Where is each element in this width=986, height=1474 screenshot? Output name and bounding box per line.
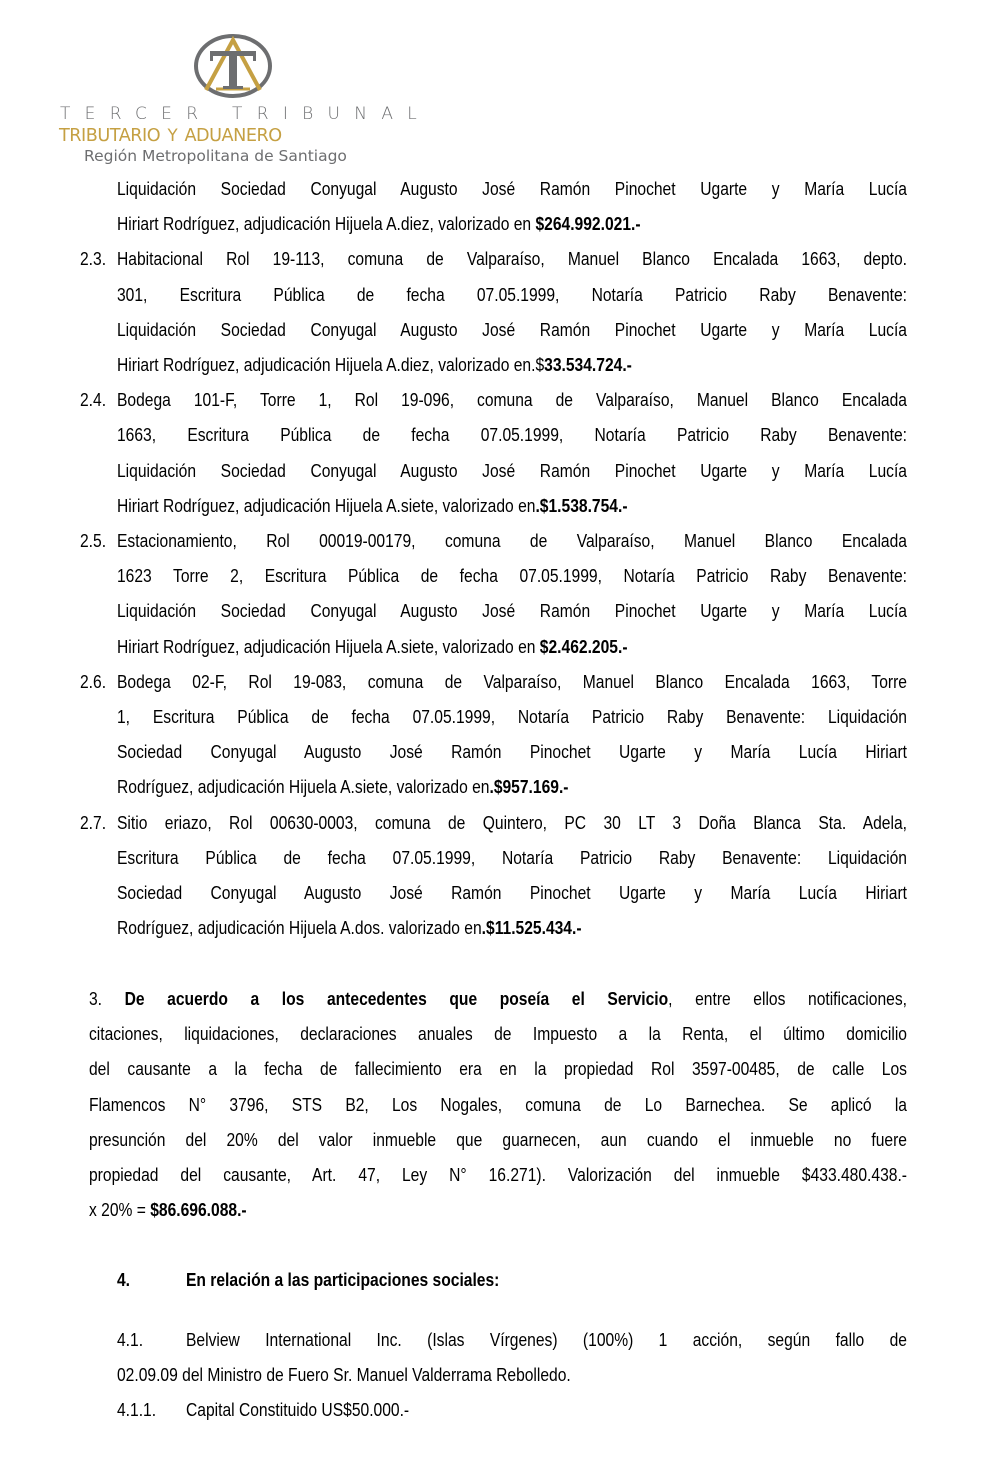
section-3-line: [89, 1087, 907, 1122]
list-item-line: [117, 523, 907, 558]
line-text: Habitacional Rol 19-113, comuna de Valparaíso, Manuel Blanco Encalada 1663, depto.: [117, 248, 907, 270]
logo-word-aduanero: aduanero: [184, 118, 282, 147]
valuation-amount: .$11.525.434.-: [481, 917, 582, 939]
line-text: 1663, Escritura Pública de fecha 07.05.1999, Notaría Patricio Raby Benavente:: [117, 424, 907, 446]
list-item-line: [117, 453, 907, 488]
line-text: citaciones, liquidaciones, declaraciones anuales de Impuesto a la Renta, el último domicilio: [89, 1023, 907, 1045]
line-text: propiedad del causante, Art. 47, Ley N° 16.271). Valorización del inmueble $433.480.438.-: [89, 1164, 907, 1185]
section-3-line: [89, 1051, 907, 1086]
line-text: Liquidación Sociedad Conyugal Augusto José Ramón Pinochet Ugarte y María Lucía: [117, 178, 907, 199]
list-item-line: [117, 664, 907, 699]
subsection-line: [117, 1357, 907, 1392]
line-text: presunción del 20% del valor inmueble que guarnecen, aun cuando el inmueble no fuere: [89, 1128, 907, 1150]
list-item-line: [117, 417, 907, 452]
list-item-number: 2.4.: [80, 389, 107, 411]
list-item-line: [117, 558, 907, 593]
line-text: 02.09.09 del Ministro de Fuero Sr. Manuel Valderrama Rebolledo.: [117, 1364, 571, 1386]
list-item-line: [117, 875, 907, 910]
list-item-line: [117, 171, 907, 206]
line-text: Escritura Pública de fecha 07.05.1999, Notaría Patricio Raby Benavente: Liquidación: [117, 846, 907, 868]
line-text: Sociedad Conyugal Augusto José Ramón Pinochet Ugarte y María Lucía Hiriart: [117, 882, 907, 903]
line-text: Hiriart Rodríguez, adjudicación Hijuela A.diez, valorizado en.$: [117, 354, 545, 375]
list-item-line: [117, 840, 907, 875]
section-3-last-line: [89, 1192, 907, 1227]
section-3-line: [89, 1122, 907, 1157]
line-text: Rodríguez, adjudicación Hijuela A.dos. valorizado en: [117, 917, 482, 939]
section-3-lead: De acuerdo a los antecedentes que poseía el Servicio: [124, 988, 669, 1009]
logo-word-tributario: tributario: [59, 118, 161, 147]
line-text: Sitio eriazo, Rol 00630-0003, comuna de Quintero, PC 30 LT 3 Doña Blanca Sta. Adela,: [117, 811, 907, 833]
list-item-line: [117, 805, 907, 840]
section-4-number: 4.: [117, 1269, 131, 1290]
list-item-last-line: [117, 347, 907, 382]
line-text: 301, Escritura Pública de fecha 07.05.1999, Notaría Patricio Raby Benavente:: [117, 283, 907, 305]
section-4-title: [186, 1262, 906, 1297]
subsection-line: [186, 1392, 906, 1427]
line-text: Hiriart Rodríguez, adjudicación Hijuela A.siete, valorizado en: [117, 635, 540, 657]
list-item-last-line: [117, 910, 907, 945]
line-text: Bodega 101-F, Torre 1, Rol 19-096, comuna de Valparaíso, Manuel Blanco Encalada: [117, 389, 907, 411]
line-text: 1623 Torre 2, Escritura Pública de fecha 07.05.1999, Notaría Patricio Raby Benavente:: [117, 565, 907, 587]
list-item-line: [117, 382, 907, 417]
line-text: Hiriart Rodríguez, adjudicación Hijuela A.siete, valorizado en: [117, 494, 536, 516]
line-text: Hiriart Rodríguez, adjudicación Hijuela A.diez, valorizado en: [117, 213, 536, 235]
section-title: En relación a las participaciones sociales:: [186, 1269, 500, 1290]
section-number: 3.: [89, 988, 125, 1009]
list-item-line: [117, 699, 907, 734]
logo-line-region: Región Metropolitana de Santiago: [84, 147, 347, 165]
list-item-number: 2.7.: [80, 811, 107, 833]
line-text: Belview International Inc. (Islas Vírgenes) (100%) 1 acción, según fallo de: [186, 1329, 907, 1350]
line-text: Liquidación Sociedad Conyugal Augusto José Ramón Pinochet Ugarte y María Lucía: [117, 318, 907, 340]
subsection-number: 4.1.: [117, 1329, 144, 1350]
line-text: Flamencos N° 3796, STS B2, Los Nogales, comuna de Lo Barnechea. Se aplicó la: [89, 1093, 907, 1115]
list-item-last-line: [117, 488, 907, 523]
valuation-amount: $264.992.021.-: [535, 213, 641, 235]
list-item-number: 2.3.: [80, 248, 107, 270]
presumption-amount: $86.696.088.-: [150, 1199, 247, 1221]
line-text: Sociedad Conyugal Augusto José Ramón Pinochet Ugarte y María Lucía Hiriart: [117, 741, 907, 763]
tribunal-logo: [56, 28, 432, 168]
line-text: Rodríguez, adjudicación Hijuela A.siete, valorizado en: [117, 776, 490, 798]
list-item-line: [117, 312, 907, 347]
list-item-line: [117, 593, 907, 628]
line-text: 1, Escritura Pública de fecha 07.05.1999, Notaría Patricio Raby Benavente: Liquidación: [117, 706, 907, 727]
list-item-last-line: [117, 629, 907, 664]
line-text: , entre ellos notificaciones,: [668, 988, 907, 1009]
list-item-number: 2.5.: [80, 530, 107, 551]
line-text: del causante a la fecha de fallecimiento era en la propiedad Rol 3597-00485, de calle Los: [89, 1058, 907, 1080]
line-text: Capital Constituido US$50.000.-: [186, 1399, 410, 1421]
logo-word-y: Y: [167, 126, 178, 146]
line-text: Liquidación Sociedad Conyugal Augusto José Ramón Pinochet Ugarte y María Lucía: [117, 459, 907, 481]
logo-line-tributario-aduanero: [59, 118, 282, 147]
valuation-amount: 33.534.724.-: [544, 354, 632, 375]
subsection-number: 4.1.1.: [117, 1399, 157, 1421]
section-3-line: [89, 1016, 907, 1051]
subsection-line: [186, 1322, 907, 1357]
section-3-line: [89, 1157, 907, 1192]
list-item-line: [117, 277, 907, 312]
valuation-amount: .$1.538.754.-: [535, 494, 628, 516]
list-item-last-line: [117, 206, 907, 241]
line-text: x 20% =: [89, 1199, 151, 1221]
line-text: Estacionamiento, Rol 00019-00179, comuna de Valparaíso, Manuel Blanco Encalada: [117, 530, 907, 551]
line-text: Bodega 02-F, Rol 19-083, comuna de Valparaíso, Manuel Blanco Encalada 1663, Torre: [117, 670, 907, 692]
list-item-last-line: [117, 769, 907, 804]
list-item-line: [117, 241, 907, 276]
logo-line-tercer-tribunal: TERCER TRIBUNAL: [60, 104, 432, 124]
valuation-amount: .$957.169.-: [489, 776, 569, 798]
line-text: Liquidación Sociedad Conyugal Augusto José Ramón Pinochet Ugarte y María Lucía: [117, 600, 907, 622]
tt-scale-emblem-icon: [192, 32, 274, 100]
section-3-line: [89, 981, 907, 1016]
valuation-amount: $2.462.205.-: [539, 635, 628, 657]
list-item-line: [117, 734, 907, 769]
list-item-number: 2.6.: [80, 670, 107, 692]
